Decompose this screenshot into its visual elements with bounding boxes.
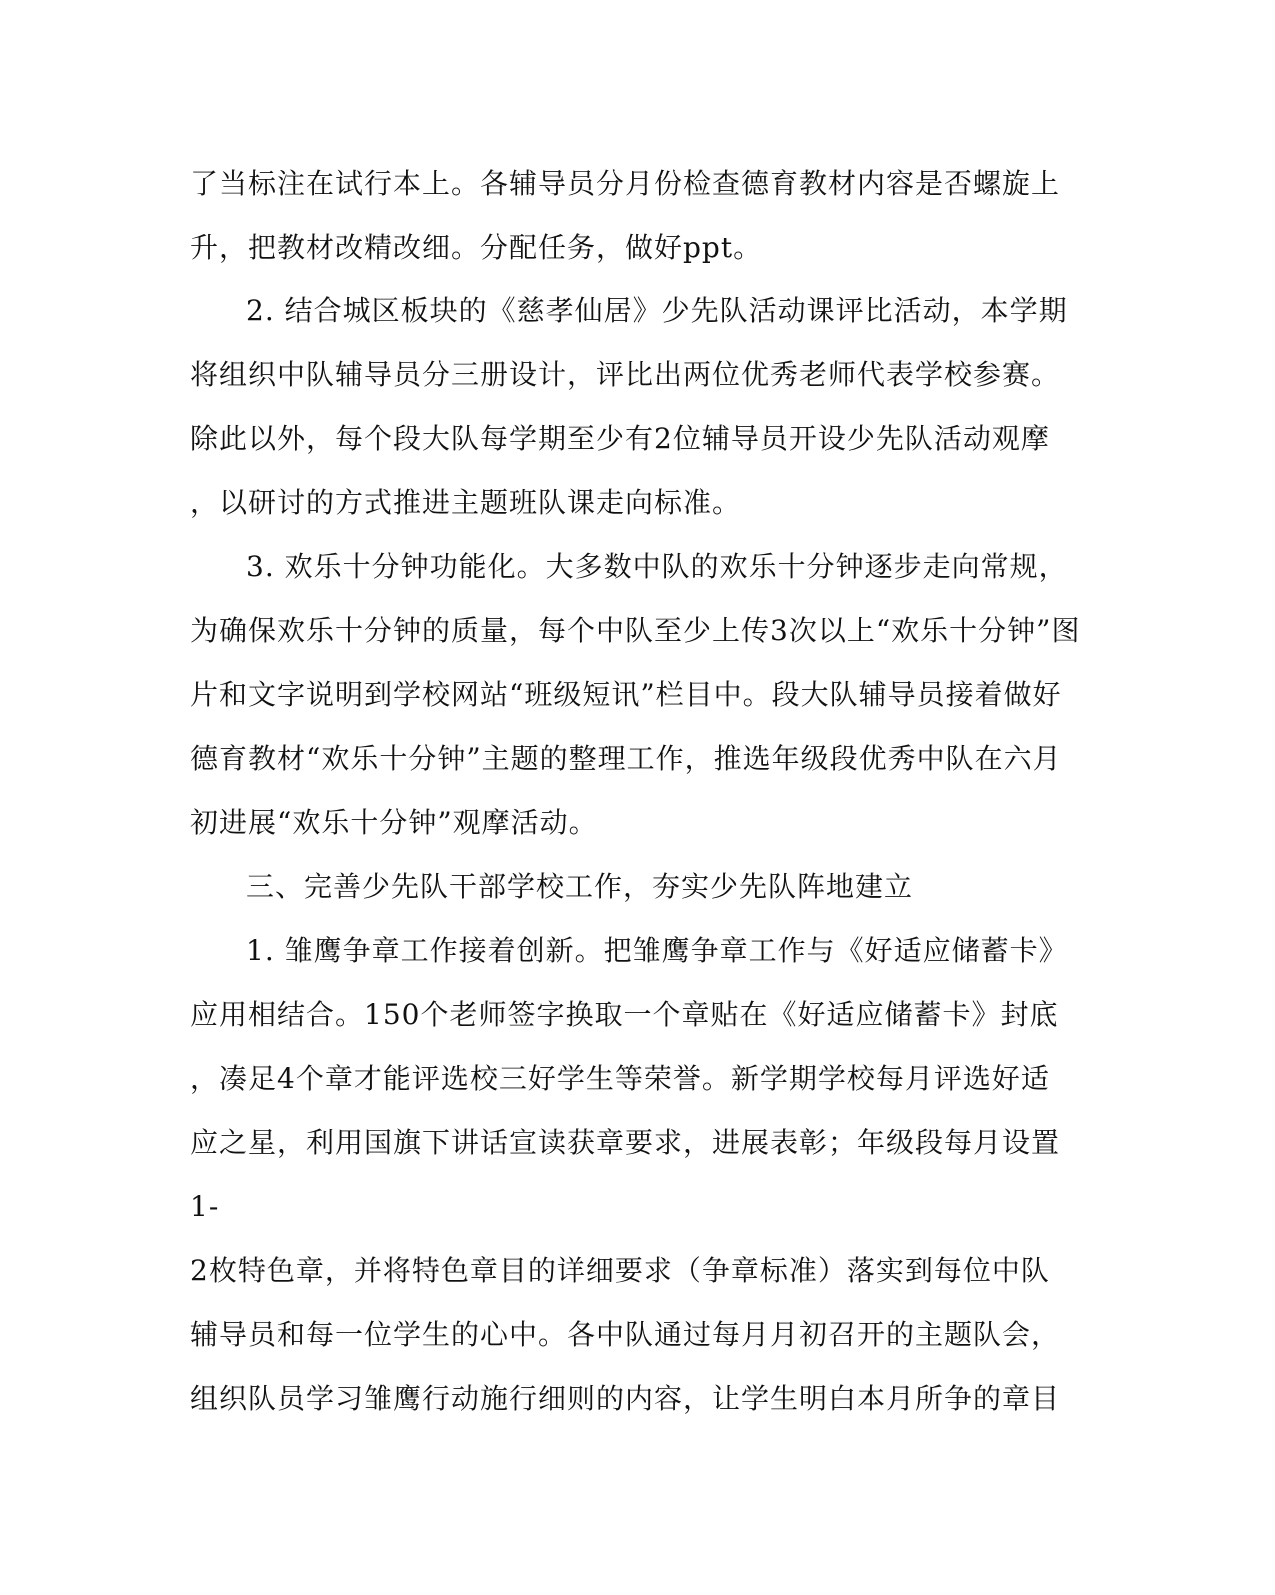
text-line: 辅导员和每一位学生的心中。各中队通过每月月初召开的主题队会， [190, 1318, 1061, 1351]
text-line: 为确保欢乐十分钟的质量，每个中队至少上传3次以上“欢乐十分钟”图 [190, 614, 1081, 647]
text-line: 除此以外，每个段大队每学期至少有2位辅导员开设少先队活动观摩 [190, 422, 1050, 455]
text-line: 1- [190, 1190, 220, 1223]
paragraph-line: 2. 结合城区板块的《慈孝仙居》少先队活动课评比活动，本学期 [246, 294, 1068, 327]
section-heading: 三、完善少先队干部学校工作，夯实少先队阵地建立 [246, 870, 914, 903]
text-line: 片和文字说明到学校网站“班级短讯”栏目中。段大队辅导员接着做好 [190, 678, 1062, 711]
text-line: 德育教材“欢乐十分钟”主题的整理工作，推选年级段优秀中队在六月 [190, 742, 1062, 775]
text-line: 初进展“欢乐十分钟”观摩活动。 [190, 806, 598, 839]
text-line: ，以研讨的方式推进主题班队课走向标准。 [190, 486, 742, 519]
text-line: ，凑足4个章才能评选校三好学生等荣誉。新学期学校每月评选好适 [190, 1062, 1050, 1095]
text-line: 2枚特色章，并将特色章目的详细要求（争章标准）落实到每位中队 [190, 1254, 1050, 1287]
paragraph-line: 3. 欢乐十分钟功能化。大多数中队的欢乐十分钟逐步走向常规， [246, 550, 1068, 583]
text-line: 升，把教材改精改细。分配任务，做好ppt。 [190, 231, 763, 264]
text-line: 组织队员学习雏鹰行动施行细则的内容，让学生明白本月所争的章目 [190, 1382, 1061, 1415]
text-line: 将组织中队辅导员分三册设计，评比出两位优秀老师代表学校参赛。 [190, 358, 1061, 391]
paragraph-line: 1. 雏鹰争章工作接着创新。把雏鹰争章工作与《好适应储蓄卡》 [246, 934, 1068, 967]
text-line: 应之星，利用国旗下讲话宣读获章要求，进展表彰；年级段每月设置 [190, 1126, 1061, 1159]
text-line: 应用相结合。150个老师签字换取一个章贴在《好适应储蓄卡》封底 [190, 998, 1059, 1031]
text-line: 了当标注在试行本上。各辅导员分月份检查德育教材内容是否螺旋上 [190, 167, 1061, 200]
